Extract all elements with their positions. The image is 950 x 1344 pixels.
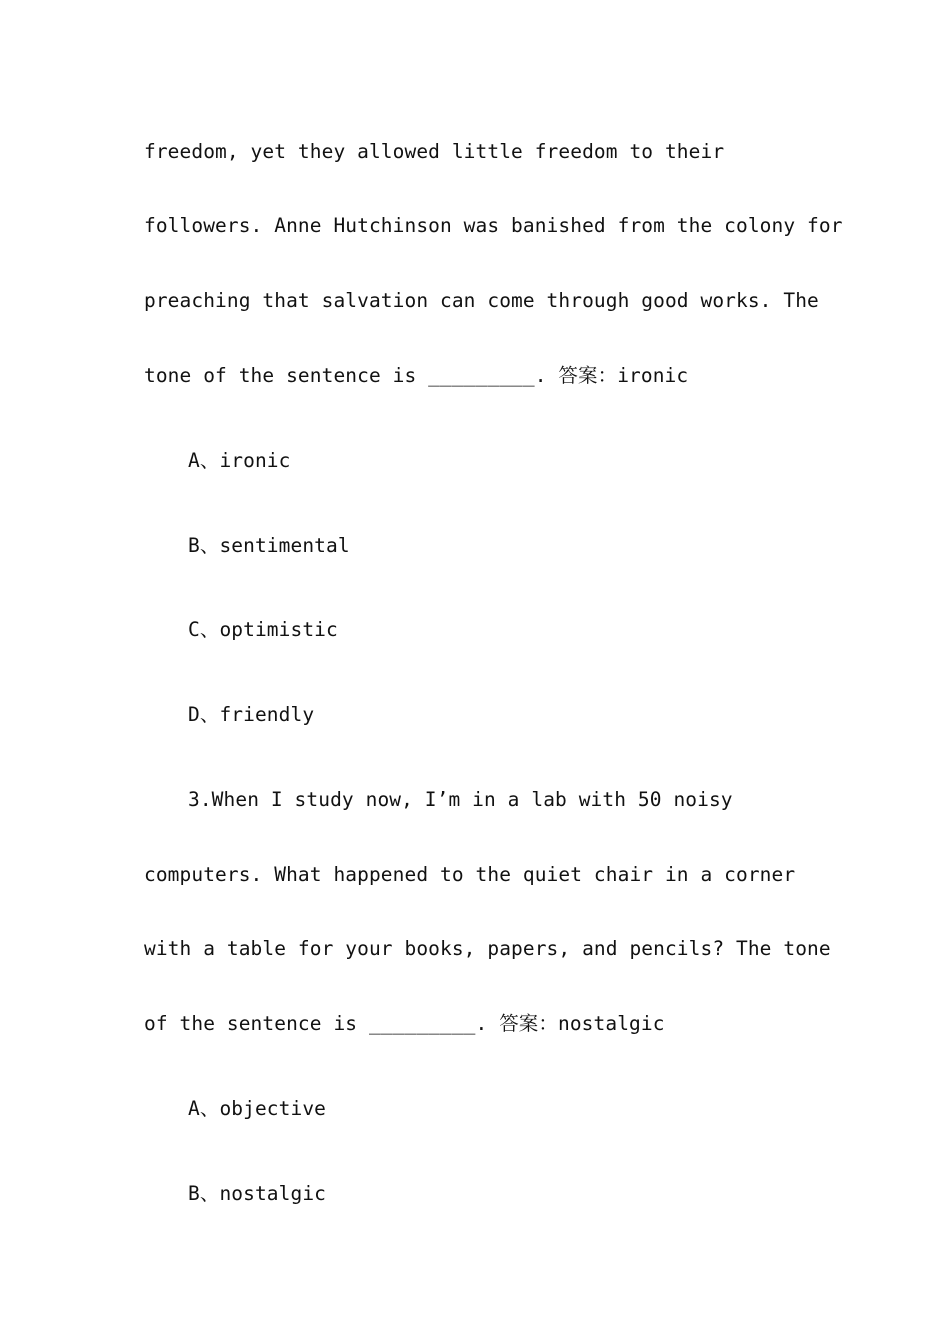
q3-text-line-2: computers. What happened to the quiet chair in a corner: [144, 863, 796, 886]
q3-text-line-1: 3.When I study now, I’m in a lab with 50 noisy: [188, 788, 733, 811]
q2-option-b: B、sentimental: [188, 534, 350, 557]
q2-text-line-3: preaching that salvation can come through good works. The: [144, 289, 819, 312]
q2-option-d: D、friendly: [188, 703, 315, 726]
q2-option-a: A、ironic: [188, 449, 291, 472]
q3-text-line-4: of the sentence is _________. 答案：nostalgic: [144, 1012, 665, 1035]
q3-option-a: A、objective: [188, 1097, 326, 1120]
q3-option-b: B、nostalgic: [188, 1182, 326, 1205]
q2-text-line-1: freedom, yet they allowed little freedom to their: [144, 140, 725, 163]
q2-text-line-2: followers. Anne Hutchinson was banished from the colony for: [144, 214, 843, 237]
q3-text-line-3: with a table for your books, papers, and pencils? The tone: [144, 937, 831, 960]
q2-text-line-4: tone of the sentence is _________. 答案：ironic: [144, 364, 689, 387]
q2-option-c: C、optimistic: [188, 618, 338, 641]
